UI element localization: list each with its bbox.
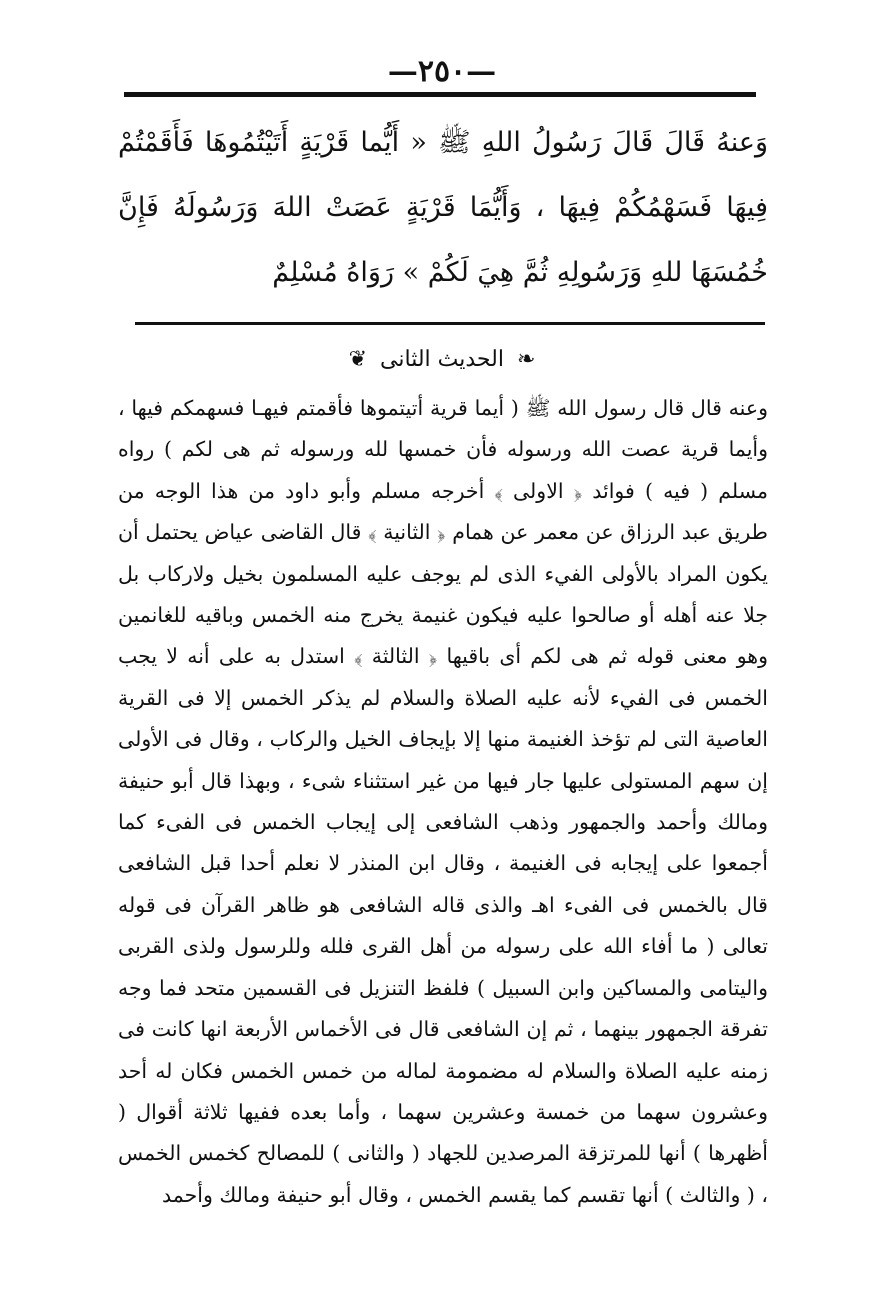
- section-heading: [0, 340, 884, 380]
- section-heading-title: الحديث الثانى: [380, 347, 504, 372]
- right-ornament-icon: ❧: [516, 347, 536, 372]
- section-divider: [135, 322, 765, 325]
- commentary-text: [118, 388, 768, 1216]
- commentary-paragraph: وعنه قال قال رسول الله ﷺ ( أيما قرية أتيتموها فأقمتم فيهـا فسهمكم فيها ، وأيما قرية عصت الله ورسوله فأن خمسها لله ورسوله ثم هى لكم ) رواه مسلم ( فيه ) فوائد ﴿ الاولى ﴾ أخرجه مسلم وأبو داود من هذا الوجه من طريق عبد الرزاق عن معمر عن همام ﴿ الثانية ﴾ قال القاضى عياض يحتمل أن يكون المراد بالأولى الفيء الذى لم يوجف عليه المسلمون بخيل ولاركاب بل جلا عنه أهله أو صالحوا عليه فيكون غنيمة يخرج منه الخمس وباقيه للغانمين وهو معنى قوله ثم هى لكم أى باقيها ﴿ الثالثة ﴾ استدل به على أنه لا يجب الخمس فى الفيء لأنه عليه الصلاة والسلام لم يذكر الخمس إلا فى القرية العاصية التى لم تؤخذ الغنيمة منها إلا بإيجاف الخيل والركاب ، وقال فى الأولى إن سهم المستولى عليها جار فيها من غير استثناء شىء ، وبهذا قال أبو حنيفة ومالك وأحمد والجمهور وذهب الشافعى إلى إيجاب الخمس فى الفىء كما أجمعوا على إيجابه فى الغنيمة ، وقال ابن المنذر لا نعلم أحدا قبل الشافعى قال بالخمس فى الفىء اهـ والذى قاله الشافعى هو ظاهر القرآن فى قوله تعالى ( ما أفاء الله على رسوله من أهل القرى فلله وللرسول ولذى القربى واليتامى والمساكين وابن السبيل ) فلفظ التنزيل فى القسمين متحد فما وجه تفرقة الجمهور بينهما ، ثم إن الشافعى قال فى الأخماس الأربعة انها كانت فى زمنه عليه الصلاة والسلام له مضمومة لماله من خمس الخمس فكان له أحد وعشرون سهما من خمسة وعشرين سهما ، وأما بعده ففيها ثلاثة أقوال ( أظهرها ) أنها للمرتزقة المرصدين للجهاد ( والثانى ) للمصالح كخمس الخمس ، ( والثالث ) أنها تقسم كما يقسم الخمس ، وقال أبو حنيفة ومالك وأحمد: [118, 396, 768, 1207]
- hadith-main-text: وَعنهُ قَالَ قَالَ رَسُولُ اللهِ ﷺ « أَيُّما قَرْيَةٍ أَتَيْتُمُوهَا فَأَقَمْتُمْ فِيهَا فَسَهْمُكُمْ فِيهَا ، وَأَيُّمَا قَرْيَةٍ عَصَتْ اللهَ وَرَسُولَهُ فَإِنَّ خُمُسَهَا للهِ وَرَسُولِهِ ثُمَّ هِيَ لَكُمْ » رَوَاهُ مُسْلِمٌ: [118, 127, 768, 288]
- page-number: —٢٥٠—: [387, 54, 497, 89]
- left-ornament-icon: ❦: [348, 347, 368, 372]
- top-rule: [124, 92, 756, 97]
